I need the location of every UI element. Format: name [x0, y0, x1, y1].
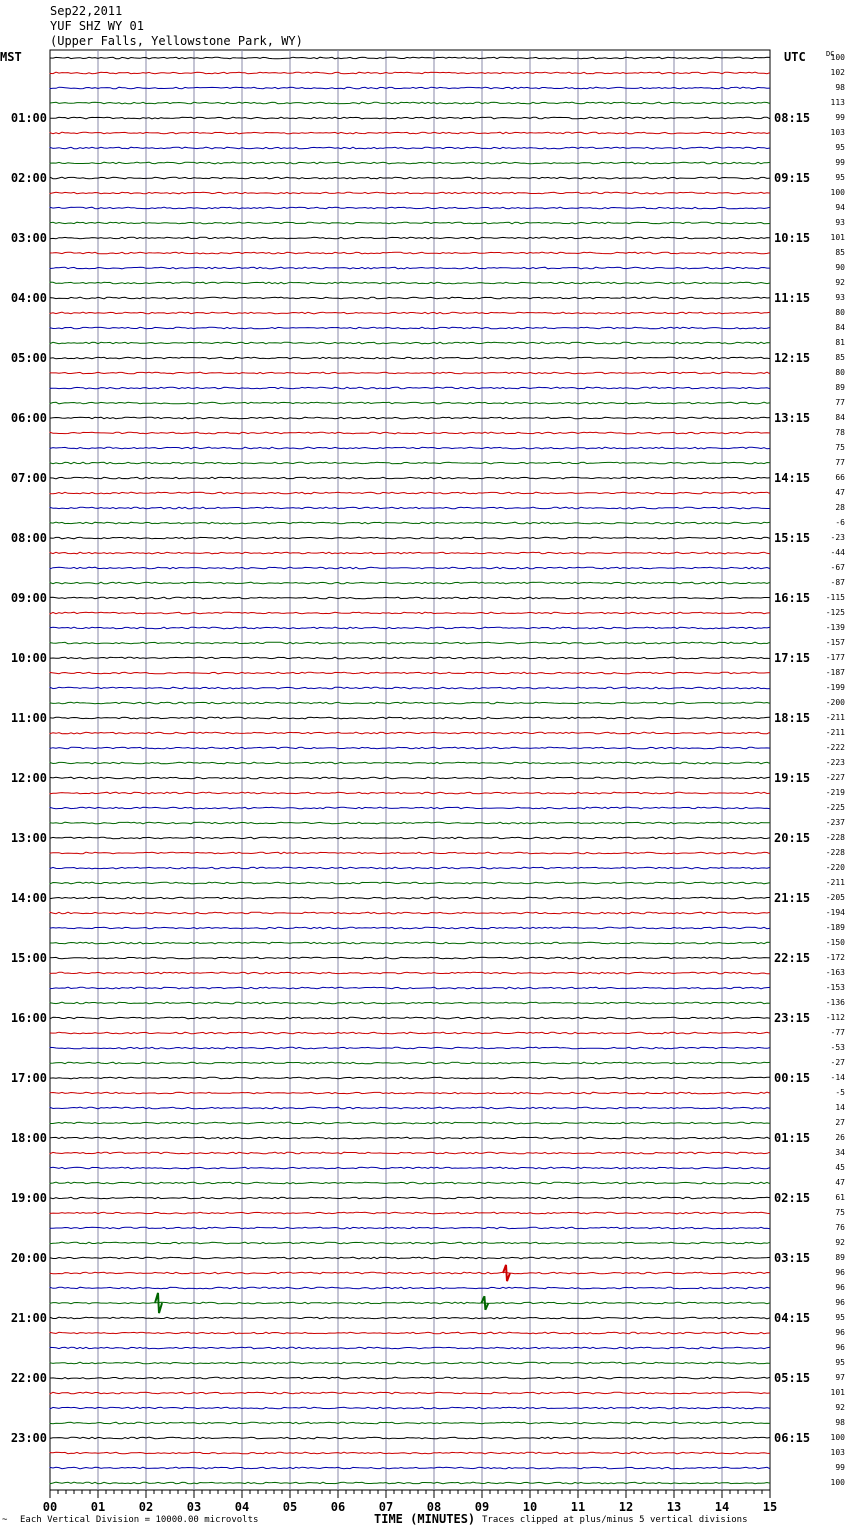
- trace-line: [50, 1002, 770, 1004]
- mst-hour-label: 09:00: [10, 591, 47, 605]
- dc-offset-value: -211: [825, 713, 845, 722]
- trace-line: [50, 477, 770, 479]
- dc-offset-value: 98: [835, 83, 845, 92]
- trace-line: [50, 102, 770, 104]
- mst-hour-label: 15:00: [10, 951, 47, 965]
- trace-line: [50, 1122, 770, 1124]
- dc-offset-value: 100: [830, 1433, 845, 1442]
- dc-offset-value: -187: [825, 668, 845, 677]
- mst-hour-label: 12:00: [10, 771, 47, 785]
- trace-line: [50, 1032, 770, 1034]
- dc-offset-value: 96: [835, 1268, 845, 1277]
- scale-note: Each Vertical Division = 10000.00 microvolts: [20, 1515, 259, 1525]
- x-tick-label: 15: [762, 1500, 778, 1514]
- trace-line: [50, 702, 770, 704]
- trace-line: [50, 507, 770, 509]
- trace-line: [50, 117, 770, 119]
- trace-line: [50, 612, 770, 614]
- utc-hour-label: 12:15: [774, 351, 811, 365]
- trace-line: [50, 387, 770, 389]
- trace-line: [50, 267, 770, 269]
- mst-hour-label: 01:00: [10, 111, 47, 125]
- mst-hour-label: 17:00: [10, 1071, 47, 1085]
- utc-hour-label: 15:15: [774, 531, 811, 545]
- station-code: YUF SHZ WY 01: [50, 19, 144, 33]
- dc-offset-value: 95: [835, 173, 845, 182]
- dc-offset-value: -237: [825, 818, 845, 827]
- trace-line: [50, 897, 770, 899]
- dc-offset-value: -150: [825, 938, 845, 947]
- dc-offset-value: 78: [835, 428, 845, 437]
- x-axis-title: TIME (MINUTES): [374, 1512, 476, 1526]
- trace-line: [50, 672, 770, 674]
- trace-line: [50, 312, 770, 314]
- dc-offset-value: 92: [835, 1403, 845, 1412]
- dc-offset-value: 93: [835, 293, 845, 302]
- plot-frame: [50, 50, 770, 1490]
- trace-line: [50, 1182, 770, 1184]
- dc-offset-value: 85: [835, 248, 845, 257]
- trace-line: [50, 177, 770, 179]
- trace-line: [50, 147, 770, 149]
- dc-offset-value: 96: [835, 1343, 845, 1352]
- dc-offset-value: 94: [835, 203, 845, 212]
- mst-hour-label: 19:00: [10, 1191, 47, 1205]
- dc-offset-value: 96: [835, 1283, 845, 1292]
- trace-line: [50, 912, 770, 914]
- x-tick-label: 08: [426, 1500, 442, 1514]
- dc-offset-value: -228: [825, 833, 845, 842]
- x-tick-label: 14: [714, 1500, 730, 1514]
- utc-hour-label: 04:15: [774, 1311, 811, 1325]
- dc-offset-value: 75: [835, 443, 845, 452]
- dc-offset-value: 47: [835, 1178, 845, 1187]
- dc-offset-value: -125: [825, 608, 845, 617]
- clip-note: Traces clipped at plus/minus 5 vertical divisions: [482, 1515, 748, 1525]
- utc-hour-label: 22:15: [774, 951, 811, 965]
- trace-line: [50, 567, 770, 569]
- dc-column-label: DC: [826, 50, 835, 58]
- trace-line: [50, 1137, 770, 1139]
- trace-line: [50, 1407, 770, 1409]
- dc-offset-value: 92: [835, 1238, 845, 1247]
- x-tick-label: 07: [378, 1500, 394, 1514]
- dc-offset-value: -205: [825, 893, 845, 902]
- trace-line: [50, 642, 770, 644]
- dc-offset-value: -219: [825, 788, 845, 797]
- trace-line: [50, 717, 770, 719]
- trace-line: [50, 1017, 770, 1019]
- trace-line: [50, 867, 770, 869]
- utc-hour-label: 16:15: [774, 591, 811, 605]
- dc-offset-value: -189: [825, 923, 845, 932]
- trace-line: [50, 72, 770, 74]
- dc-offset-value: 100: [830, 53, 845, 62]
- mst-hour-label: 22:00: [10, 1371, 47, 1385]
- mst-hour-label: 18:00: [10, 1131, 47, 1145]
- dc-offset-value: 26: [835, 1133, 845, 1142]
- trace-line: [50, 597, 770, 599]
- mst-hour-label: 06:00: [10, 411, 47, 425]
- dc-offset-value: 89: [835, 383, 845, 392]
- trace-line: [50, 762, 770, 764]
- trace-line: [50, 522, 770, 524]
- dc-offset-value: 84: [835, 323, 845, 332]
- dc-offset-value: -220: [825, 863, 845, 872]
- trace-line: [50, 747, 770, 749]
- trace-line: [50, 552, 770, 554]
- dc-offset-value: 84: [835, 413, 845, 422]
- dc-offset-value: 103: [830, 1448, 845, 1457]
- trace-line: [50, 342, 770, 344]
- trace-line: [50, 657, 770, 659]
- dc-offset-value: 28: [835, 503, 845, 512]
- dc-offset-value: 92: [835, 278, 845, 287]
- dc-offset-value: 47: [835, 488, 845, 497]
- dc-offset-value: 100: [830, 188, 845, 197]
- dc-offset-value: -177: [825, 653, 845, 662]
- dc-offset-value: -5: [835, 1088, 845, 1097]
- trace-line: [50, 852, 770, 854]
- dc-offset-value: -211: [825, 728, 845, 737]
- trace-line: [50, 1437, 770, 1439]
- dc-offset-value: -228: [825, 848, 845, 857]
- dc-offset-value: -199: [825, 683, 845, 692]
- dc-offset-value: 45: [835, 1163, 845, 1172]
- trace-line: [50, 492, 770, 494]
- utc-hour-label: 00:15: [774, 1071, 811, 1085]
- trace-line: [50, 822, 770, 824]
- trace-line: [50, 1332, 770, 1334]
- dc-offset-value: 96: [835, 1298, 845, 1307]
- dc-offset-value: -139: [825, 623, 845, 632]
- trace-line: [50, 207, 770, 209]
- trace-line: [50, 1482, 770, 1484]
- dc-offset-value: -194: [825, 908, 845, 917]
- dc-offset-value: 14: [835, 1103, 845, 1112]
- dc-offset-value: 95: [835, 1358, 845, 1367]
- trace-line: [50, 957, 770, 959]
- trace-line: [50, 987, 770, 989]
- trace-line: [50, 1167, 770, 1169]
- utc-hour-label: 09:15: [774, 171, 811, 185]
- trace-line: [50, 627, 770, 629]
- dc-offset-value: -44: [830, 548, 845, 557]
- trace-line: [50, 282, 770, 284]
- trace-line: [50, 372, 770, 374]
- dc-offset-value: 76: [835, 1223, 845, 1232]
- trace-line: [50, 87, 770, 89]
- trace-line: [50, 1362, 770, 1364]
- dc-offset-value: -163: [825, 968, 845, 977]
- dc-offset-value: 97: [835, 1373, 845, 1382]
- dc-offset-value: -136: [825, 998, 845, 1007]
- mst-hour-label: 20:00: [10, 1251, 47, 1265]
- utc-hour-label: 17:15: [774, 651, 811, 665]
- dc-offset-value: 81: [835, 338, 845, 347]
- x-tick-label: 11: [570, 1500, 586, 1514]
- trace-line: [50, 582, 770, 584]
- dc-offset-value: -211: [825, 878, 845, 887]
- utc-hour-label: 18:15: [774, 711, 811, 725]
- dc-offset-value: 34: [835, 1148, 845, 1157]
- footer-mark: ~: [2, 1515, 8, 1525]
- dc-offset-value: 90: [835, 263, 845, 272]
- trace-line: [50, 1272, 770, 1274]
- trace-line: [50, 1077, 770, 1079]
- trace-line: [50, 537, 770, 539]
- trace-line: [50, 807, 770, 809]
- utc-hour-label: 05:15: [774, 1371, 811, 1385]
- utc-hour-label: 10:15: [774, 231, 811, 245]
- dc-offset-value: 96: [835, 1328, 845, 1337]
- dc-offset-value: 100: [830, 1478, 845, 1487]
- trace-line: [50, 402, 770, 404]
- x-tick-label: 13: [666, 1500, 682, 1514]
- dc-offset-value: -222: [825, 743, 845, 752]
- x-tick-label: 02: [138, 1500, 154, 1514]
- mst-hour-label: 14:00: [10, 891, 47, 905]
- x-tick-label: 12: [618, 1500, 634, 1514]
- dc-offset-value: 102: [830, 68, 845, 77]
- trace-line: [50, 732, 770, 734]
- utc-hour-label: 20:15: [774, 831, 811, 845]
- dc-offset-value: 77: [835, 458, 845, 467]
- trace-line: [50, 1377, 770, 1379]
- trace-line: [50, 1257, 770, 1259]
- dc-offset-value: -200: [825, 698, 845, 707]
- dc-offset-value: 95: [835, 1313, 845, 1322]
- trace-line: [50, 687, 770, 689]
- utc-hour-label: 11:15: [774, 291, 811, 305]
- dc-offset-value: 98: [835, 1418, 845, 1427]
- dc-offset-value: 99: [835, 158, 845, 167]
- utc-hour-label: 23:15: [774, 1011, 811, 1025]
- dc-offset-value: 75: [835, 1208, 845, 1217]
- trace-line: [50, 1287, 770, 1289]
- mst-hour-label: 08:00: [10, 531, 47, 545]
- x-tick-label: 01: [90, 1500, 106, 1514]
- dc-offset-value: -23: [830, 533, 845, 542]
- trace-line: [50, 132, 770, 134]
- utc-hour-label: 19:15: [774, 771, 811, 785]
- trace-line: [50, 1047, 770, 1049]
- station-location: (Upper Falls, Yellowstone Park, WY): [50, 34, 303, 48]
- mst-hour-label: 04:00: [10, 291, 47, 305]
- mst-hour-label: 10:00: [10, 651, 47, 665]
- dc-offset-value: -225: [825, 803, 845, 812]
- dc-offset-value: 80: [835, 368, 845, 377]
- dc-offset-value: 85: [835, 353, 845, 362]
- mst-hour-label: 21:00: [10, 1311, 47, 1325]
- dc-offset-value: 101: [830, 1388, 845, 1397]
- dc-offset-value: -153: [825, 983, 845, 992]
- trace-line: [50, 1422, 770, 1424]
- trace-line: [50, 417, 770, 419]
- dc-offset-value: -67: [830, 563, 845, 572]
- trace-line: [50, 1392, 770, 1394]
- trace-line: [50, 1062, 770, 1064]
- mst-hour-label: 05:00: [10, 351, 47, 365]
- x-tick-label: 00: [42, 1500, 58, 1514]
- trace-line: [50, 1347, 770, 1349]
- trace-line: [50, 1467, 770, 1469]
- dc-offset-value: -115: [825, 593, 845, 602]
- trace-line: [50, 927, 770, 929]
- trace-line: [50, 882, 770, 884]
- dc-offset-value: -223: [825, 758, 845, 767]
- dc-offset-value: 103: [830, 128, 845, 137]
- dc-offset-value: 27: [835, 1118, 845, 1127]
- trace-line: [50, 162, 770, 164]
- trace-line: [50, 1242, 770, 1244]
- utc-hour-label: 08:15: [774, 111, 811, 125]
- mst-hour-label: 07:00: [10, 471, 47, 485]
- mst-hour-label: 11:00: [10, 711, 47, 725]
- utc-hour-label: 14:15: [774, 471, 811, 485]
- trace-line: [50, 1152, 770, 1154]
- trace-line: [50, 1107, 770, 1109]
- dc-offset-value: -27: [830, 1058, 845, 1067]
- utc-hour-label: 02:15: [774, 1191, 811, 1205]
- utc-hour-label: 06:15: [774, 1431, 811, 1445]
- trace-line: [50, 252, 770, 254]
- dc-offset-value: 113: [830, 98, 845, 107]
- trace-line: [50, 462, 770, 464]
- trace-line: [50, 57, 770, 59]
- trace-line: [50, 792, 770, 794]
- x-tick-label: 03: [186, 1500, 202, 1514]
- dc-offset-value: 93: [835, 218, 845, 227]
- dc-offset-value: 66: [835, 473, 845, 482]
- seismic-event-spike: [503, 1265, 510, 1281]
- utc-hour-label: 01:15: [774, 1131, 811, 1145]
- left-timezone-label: MST: [0, 50, 22, 64]
- dc-offset-value: -112: [825, 1013, 845, 1022]
- dc-offset-value: -53: [830, 1043, 845, 1052]
- chart-date: Sep22,2011: [50, 4, 123, 18]
- trace-line: [50, 777, 770, 779]
- utc-hour-label: 13:15: [774, 411, 811, 425]
- trace-line: [50, 972, 770, 974]
- dc-offset-value: -87: [830, 578, 845, 587]
- trace-line: [50, 1317, 770, 1319]
- mst-hour-label: 13:00: [10, 831, 47, 845]
- trace-line: [50, 942, 770, 944]
- utc-hour-label: 21:15: [774, 891, 811, 905]
- utc-hour-label: 03:15: [774, 1251, 811, 1265]
- dc-offset-value: -77: [830, 1028, 845, 1037]
- x-tick-label: 10: [522, 1500, 538, 1514]
- dc-offset-value: -172: [825, 953, 845, 962]
- trace-line: [50, 1092, 770, 1094]
- dc-offset-value: 95: [835, 143, 845, 152]
- trace-line: [50, 1452, 770, 1454]
- dc-offset-value: -6: [835, 518, 845, 527]
- dc-offset-value: -14: [830, 1073, 845, 1082]
- x-tick-label: 04: [234, 1500, 250, 1514]
- trace-line: [50, 1197, 770, 1199]
- dc-offset-value: 99: [835, 1463, 845, 1472]
- x-tick-label: 06: [330, 1500, 346, 1514]
- trace-line: [50, 192, 770, 194]
- dc-offset-value: 89: [835, 1253, 845, 1262]
- dc-offset-value: 80: [835, 308, 845, 317]
- dc-offset-value: 61: [835, 1193, 845, 1202]
- dc-offset-value: 77: [835, 398, 845, 407]
- trace-line: [50, 447, 770, 449]
- trace-line: [50, 237, 770, 239]
- mst-hour-label: 03:00: [10, 231, 47, 245]
- right-timezone-label: UTC: [784, 50, 806, 64]
- mst-hour-label: 02:00: [10, 171, 47, 185]
- trace-line: [50, 297, 770, 299]
- mst-hour-label: 23:00: [10, 1431, 47, 1445]
- dc-offset-value: 99: [835, 113, 845, 122]
- dc-offset-value: -157: [825, 638, 845, 647]
- trace-line: [50, 1227, 770, 1229]
- trace-line: [50, 432, 770, 434]
- x-tick-label: 09: [474, 1500, 490, 1514]
- trace-line: [50, 357, 770, 359]
- trace-line: [50, 222, 770, 224]
- trace-line: [50, 837, 770, 839]
- trace-line: [50, 1212, 770, 1214]
- dc-offset-value: -227: [825, 773, 845, 782]
- mst-hour-label: 16:00: [10, 1011, 47, 1025]
- dc-offset-value: 101: [830, 233, 845, 242]
- trace-line: [50, 327, 770, 329]
- x-tick-label: 05: [282, 1500, 298, 1514]
